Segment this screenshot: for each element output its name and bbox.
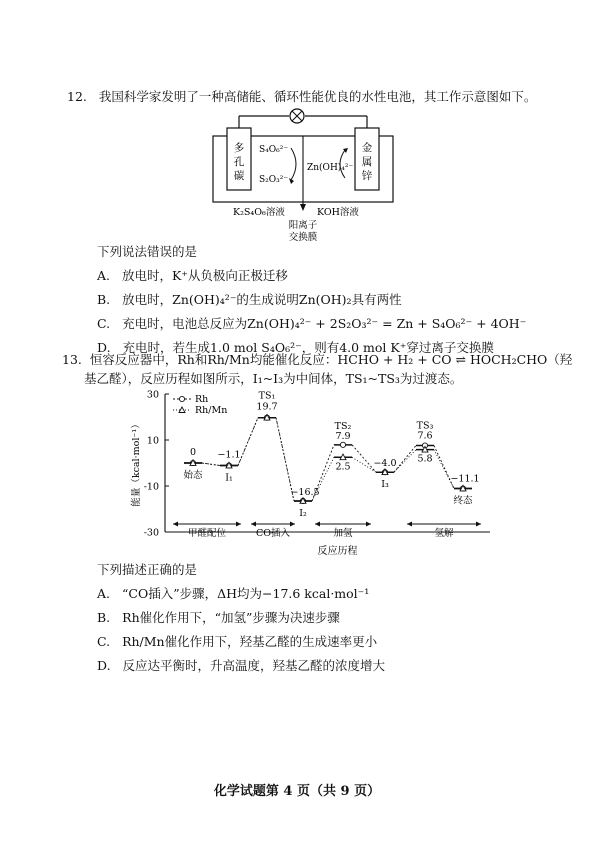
legend-marker-rh — [179, 396, 184, 401]
option-letter: D. — [97, 658, 111, 673]
connector-rh — [394, 446, 416, 473]
value-label: 0 — [189, 447, 197, 458]
right-electrode-label-1: 金 — [361, 142, 373, 154]
rh-marker — [340, 442, 345, 447]
arrow-right-icon — [366, 522, 371, 527]
cycle-arrow-left — [291, 148, 296, 180]
left-electrode-label-2: 孔 — [233, 156, 245, 168]
option-letter: C. — [97, 634, 111, 649]
option-letter: A. — [97, 586, 111, 601]
arrow-left-icon — [407, 522, 412, 527]
y-tick-label: 30 — [146, 389, 159, 401]
q12-stem — [67, 87, 536, 105]
value-label: −16.5 — [290, 486, 320, 498]
q13-stem-line1 — [62, 350, 572, 368]
value-label: −11.1 — [450, 473, 480, 485]
state-label: I₂ — [299, 507, 307, 519]
option-text: Rh催化作用下，“加氢”步骤为决速步骤 — [122, 610, 340, 625]
state-label: 始态 — [183, 470, 203, 481]
connector-rh — [238, 418, 258, 466]
state-label: I₁ — [225, 472, 233, 484]
battery-diagram — [205, 104, 405, 242]
q12-option-a — [97, 266, 288, 284]
stage-span — [315, 522, 371, 540]
left-electrode-label-3: 碳 — [233, 170, 245, 182]
legend-label-rh: Rh — [195, 394, 209, 405]
option-letter: B. — [97, 292, 111, 307]
y-tick-label: -30 — [143, 527, 159, 539]
y-axis-label: 能量（kcal·mol⁻¹） — [131, 419, 142, 507]
q13-option-a — [97, 584, 369, 602]
option-text: “CO插入”步骤，ΔH均为−17.6 kcal·mol⁻¹ — [122, 586, 370, 601]
value-label: 5.8 — [417, 453, 433, 465]
q13-stem-line2: 基乙醛），反应历程如图所示，I₁~I₃为中间体，TS₁~TS₃为过渡态。 — [84, 371, 463, 386]
option-letter: B. — [97, 610, 111, 625]
chart-legend — [173, 394, 227, 416]
right-electrode-label-2: 属 — [361, 156, 373, 168]
value-label: 7.6 — [417, 430, 433, 442]
y-tick-label: 10 — [146, 435, 159, 447]
option-text: 放电时，Zn(OH)₄²⁻的生成说明Zn(OH)₂具有两性 — [122, 292, 402, 307]
option-text: Rh/Mn催化作用下，羟基乙醛的生成速率更小 — [122, 634, 378, 649]
species-s4o6: S₄O₆²⁻ — [259, 145, 289, 155]
connector-rhmn — [352, 457, 376, 472]
state-label: TS₁ — [258, 390, 276, 402]
option-text: 反应达平衡时，升高温度，羟基乙醛的浓度增大 — [122, 658, 386, 673]
arrow-right-icon — [476, 522, 481, 527]
right-electrode-label-3: 锌 — [361, 170, 373, 182]
stage-label: 氢解 — [434, 528, 454, 539]
value-label: 7.9 — [335, 430, 351, 442]
stage-label: 加氢 — [333, 528, 353, 539]
stage-label: CO插入 — [255, 528, 291, 539]
species-zn-oh: Zn(OH)₄²⁻ — [307, 163, 354, 173]
q13-number: 13. — [62, 352, 82, 367]
q13-prompt: 下列描述正确的是 — [97, 562, 198, 577]
value-label: −1.1 — [217, 449, 241, 461]
value-label: −4.0 — [373, 458, 397, 470]
option-letter: A. — [97, 268, 111, 283]
option-text: 放电时，K⁺从负极向正极迁移 — [122, 268, 288, 283]
value-label: 2.5 — [335, 461, 351, 473]
membrane-label-1: 阳离子 — [288, 220, 318, 231]
arrow-left-icon — [315, 522, 320, 527]
legend-label-rhmn: Rh/Mn — [195, 405, 228, 416]
state-label: I₃ — [381, 479, 389, 491]
state-label: TS₃ — [416, 420, 434, 432]
arrow-left-icon — [251, 522, 256, 527]
left-solution-label: K₂S₄O₆溶液 — [233, 207, 285, 218]
lamp-icon — [290, 109, 304, 123]
q13-option-c — [97, 632, 377, 650]
connector-rhmn — [202, 463, 220, 466]
q12-option-c — [97, 314, 526, 332]
option-text: 充电时，电池总反应为Zn(OH)₄²⁻ + 2S₂O₃²⁻ = Zn + S₄O₆²⁻ + 4OH⁻ — [122, 316, 527, 331]
q13-option-d — [97, 656, 385, 674]
q12-stem-text: 我国科学家发明了一种高储能、循环性能优良的水性电池，其工作示意图如下。 — [98, 89, 537, 104]
q13-option-b — [97, 608, 340, 626]
membrane-label-2: 交换膜 — [288, 232, 318, 242]
y-tick-label: -10 — [143, 481, 159, 493]
q12-number: 12. — [67, 89, 87, 104]
species-s2o3: S₂O₃²⁻ — [259, 175, 289, 185]
value-label: 19.7 — [256, 401, 278, 413]
left-electrode-label-1: 多 — [233, 142, 245, 154]
state-label: TS₂ — [334, 420, 352, 432]
option-letter: C. — [97, 316, 111, 331]
connector-rh — [352, 445, 376, 472]
arrow-right-icon — [236, 522, 241, 527]
option-text: 充电时，若生成1.0 mol S₄O₆²⁻，则有4.0 mol K⁺穿过离子交换膜 — [122, 340, 494, 355]
x-axis-label: 反应历程 — [317, 546, 358, 557]
stage-span — [251, 522, 295, 540]
arrow-right-icon — [290, 522, 295, 527]
arrow-left-icon — [173, 522, 178, 527]
energy-profile-chart — [125, 388, 495, 560]
q12-option-b — [97, 290, 402, 308]
page-footer: 化学试题第 4 页（共 9 页） — [213, 784, 381, 799]
state-label: 终态 — [453, 495, 473, 507]
stage-label: 甲醛配位 — [187, 528, 227, 539]
q12-prompt: 下列说法错误的是 — [97, 244, 198, 259]
stage-span — [173, 522, 241, 540]
option-letter: D. — [97, 340, 111, 355]
stage-span — [407, 522, 481, 540]
right-solution-label: KOH溶液 — [317, 207, 359, 218]
q13-stem-text-1: 恒容反应器中，Rh和Rh/Mn均能催化反应：HCHO + H₂ + CO ⇌ HOCH₂CHO（羟 — [89, 352, 573, 367]
